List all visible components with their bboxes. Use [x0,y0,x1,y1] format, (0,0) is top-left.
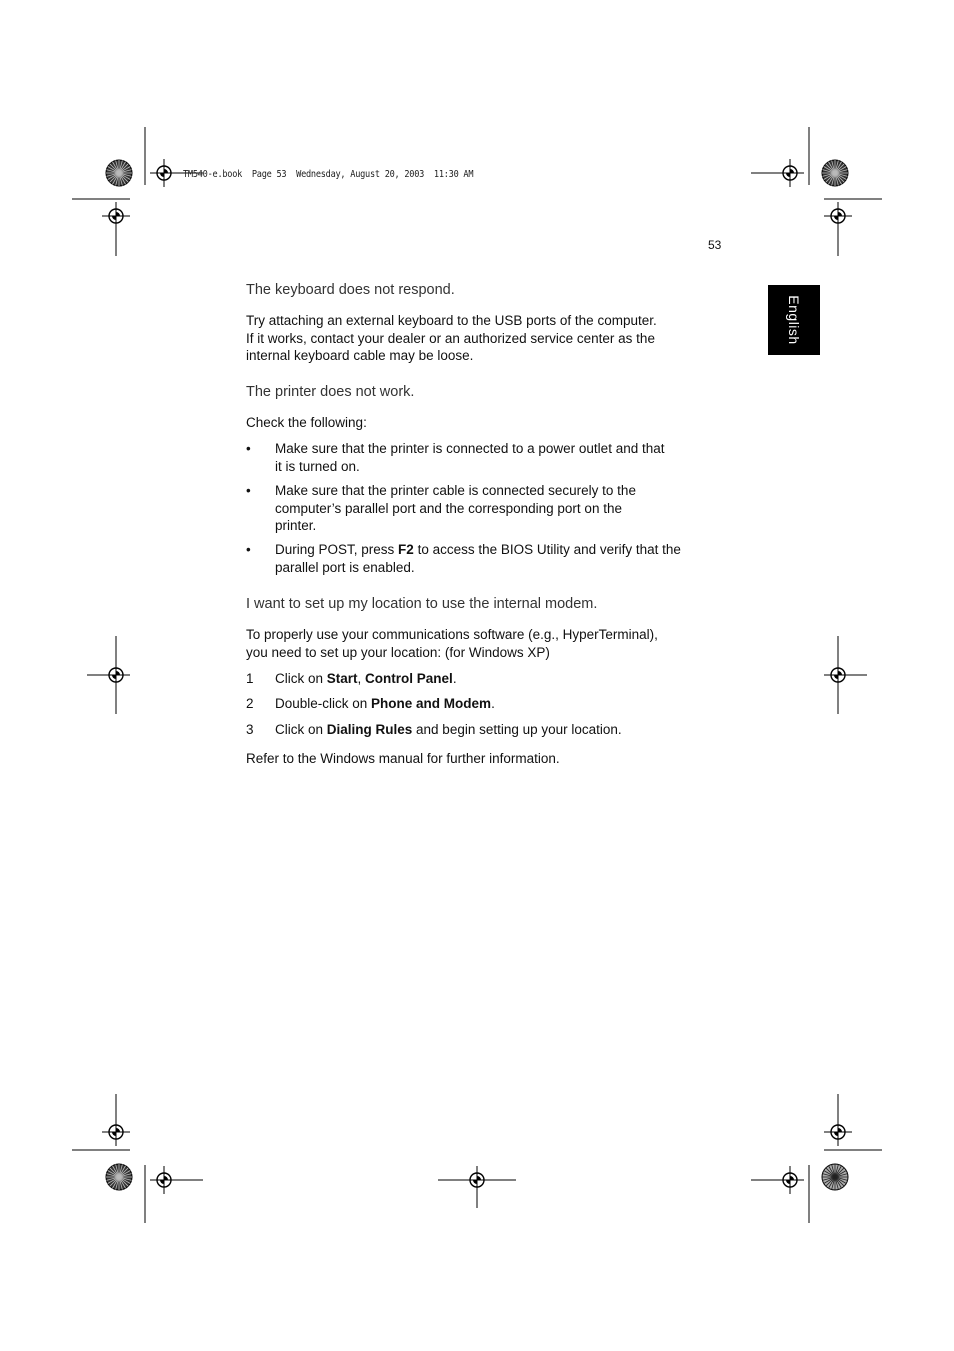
step-3-before: Click on [275,722,327,737]
step-number: 3 [246,722,254,737]
registration-star-icon [106,1164,132,1190]
keyboard-line-1: Try attaching an external keyboard to the USB ports of the computer. [246,313,657,328]
modem-line-1: To properly use your communications software (e.g., HyperTerminal), [246,627,658,642]
bullet-symbol: • [246,483,251,498]
step-1-separator: , [357,671,366,686]
step-1 [275,670,727,688]
bullet-2-line-2: computer’s parallel port and the corresponding port on the [275,500,622,516]
step-2-after: . [491,696,495,711]
bullet-1-line-2: it is turned on. [275,458,360,474]
step-1-before: Click on [275,671,327,686]
modem-line-2: you need to set up your location: (for Windows XP) [246,644,550,660]
step-1-after: . [452,671,457,686]
step-2 [275,695,727,713]
registration-star-icon [822,1164,848,1190]
item-phone-and-modem: Phone and Modem [371,696,492,711]
step-number: 2 [246,696,254,711]
bullet-3-text-after: to access the BIOS Utility and verify that the [413,542,681,557]
bullet-3-text-before: During POST, press [275,542,399,557]
bullet-1-line-1: Make sure that the printer is connected to a power outlet and that [275,441,665,456]
printer-intro: Check the following: [246,415,367,430]
bullet-3-line-2: parallel port is enabled. [275,559,415,575]
bullet-item-post [275,541,727,576]
step-3-after: and begin setting up your location. [412,722,622,737]
keyboard-heading: The keyboard does not respond. [246,282,455,298]
bullet-item-power [275,440,727,475]
closing-note: Refer to the Windows manual for further information. [246,751,560,766]
menu-control-panel: Control Panel [365,671,453,686]
language-tab [768,285,820,355]
printer-heading: The printer does not work. [246,384,415,400]
bullet-symbol: • [246,441,251,456]
page-number: 53 [708,238,722,252]
modem-paragraph [246,626,726,661]
step-2-before: Double-click on [275,696,372,711]
key-f2: F2 [398,542,414,557]
tab-dialing-rules: Dialing Rules [326,722,413,737]
keyboard-line-3: internal keyboard cable may be loose. [246,348,474,363]
step-3 [275,721,727,739]
bullet-2-line-3: printer. [275,518,317,533]
registration-star-icon [106,160,132,186]
keyboard-paragraph [246,312,726,365]
bullet-2-line-1: Make sure that the printer cable is connected securely to the [275,483,636,498]
keyboard-line-2: If it works, contact your dealer or an authorized service center as the [246,330,655,346]
menu-start: Start [326,671,358,686]
bullet-item-cable [275,482,727,535]
language-tab-label: English [786,295,802,345]
bullet-symbol: • [246,542,251,557]
print-header-line: TM540-e.book Page 53 Wednesday, August 20, 2003 11:30 AM [183,169,474,180]
modem-heading: I want to set up my location to use the internal modem. [246,596,598,612]
step-number: 1 [246,671,254,686]
registration-star-icon [822,160,848,186]
